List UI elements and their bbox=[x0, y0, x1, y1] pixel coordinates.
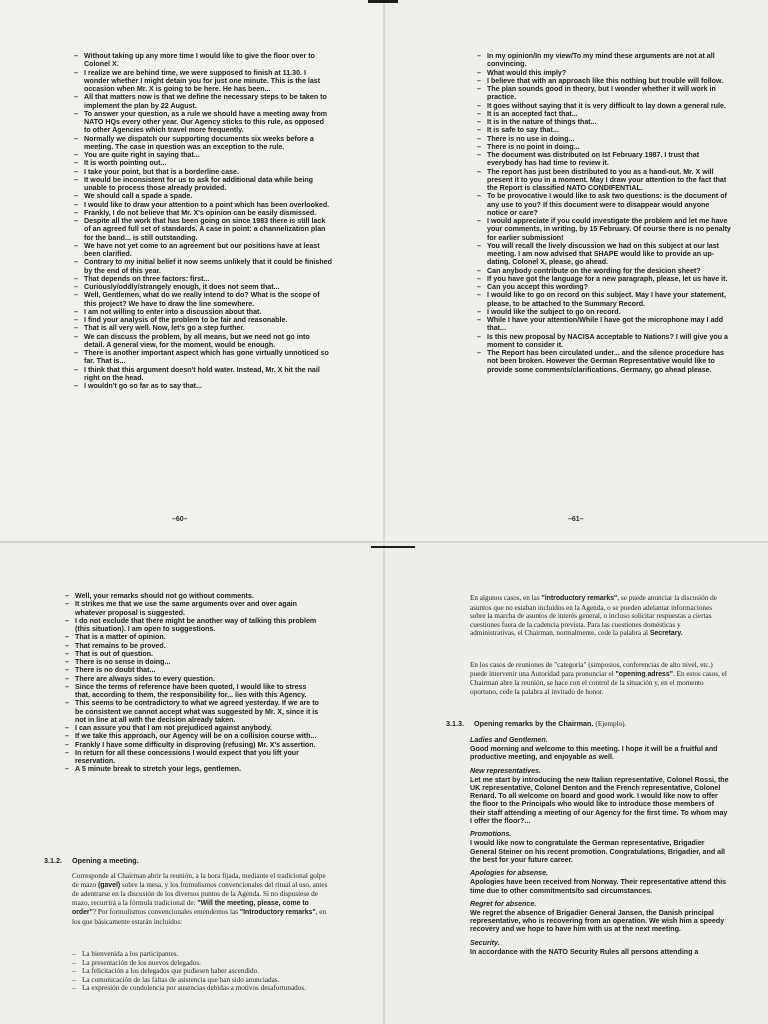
para-text: En los casos de reuniones de "categoría" (simposios, conferencias de alto nivel, etc.) puede intervenir una Autoridad para pronunciar el bbox=[470, 661, 713, 678]
section-title: Opening remarks by the Chairman. bbox=[473, 719, 594, 728]
list-item: – Is this new proposal by NACISA acceptable to Nations? I will give you a moment to consider it. bbox=[477, 333, 731, 350]
para-text: Corresponde al Chairman abrir la reunión, a la hora fijada, mediante el tradicional golpe de mazo bbox=[72, 872, 326, 889]
list-item: – To answer your question, as a rule we should have a meeting away from NATO HQs every other year. Our Agency sticks to this rule, as opposed to other Agencies which travel more frequently. bbox=[74, 110, 332, 135]
page-number-60: –60– bbox=[172, 516, 188, 523]
list-item: – I take your point, but that is a borderline case. bbox=[74, 168, 332, 176]
list-item: – All that matters now is that we define the necessary steps to be taken to implement the plan by 22 August. bbox=[74, 93, 332, 110]
list-item: – Contrary to my initial belief it now seems unlikely that it could be finished by the end of this year. bbox=[74, 258, 332, 275]
section-text: We regret the absence of Brigadier General Jansen, the Danish principal representative, who is recovering from an operation. We wish him a speedy recovery and we hope to have him with us at the next meeting. bbox=[470, 908, 725, 934]
list-item: – Curiously/oddly/strangely enough, it does not seem that... bbox=[74, 283, 332, 291]
scan-mark-middle bbox=[371, 546, 415, 548]
para-bold: "introductory remarks" bbox=[541, 595, 618, 602]
introductory-items-list bbox=[72, 950, 328, 993]
list-item: – There is no point in doing... bbox=[477, 143, 731, 151]
list-item: – That is all very well. Now, let's go a step further. bbox=[74, 324, 332, 332]
list-item: – Well, Gentlemen, what do we really intend to do? What is the scope of this project? We have to draw the line somewhere. bbox=[74, 291, 332, 308]
list-item: – I think that this argument doesn't hold water. Instead, Mr. X hit the nail right on the head. bbox=[74, 366, 332, 383]
list-item: – You will recall the lively discussion we had on this subject at our last meeting. I am now advised that SHAPE would like to provide an up-dating. Colonel X, please, go ahead. bbox=[477, 242, 731, 267]
section-suffix: (Ejemplo). bbox=[595, 720, 627, 728]
para-text: sobre la mesa, y los formulismos convencionales del ritual al uso, antes de adentrarse en la discusión de los diversos puntos de la Agenda. Si no dispusiese de mazo, recurrirá a la fórmula tradicional de: bbox=[72, 880, 328, 907]
list-item: – This seems to be contradictory to what we agreed yesterday. If we are to be consistent we cannot accept what was suggested by Mr. X, since it is not in line at all with the decision already taken. bbox=[65, 699, 321, 724]
para-text: ? Por formulismos convencionales entendemos las bbox=[92, 908, 240, 916]
list-item: – In return for all these concessions I would expect that you lift your reservation. bbox=[65, 749, 321, 766]
list-item: – La felicitación a los delegados que pudiesen haber ascendido. bbox=[72, 967, 328, 976]
section-subtitle: Apologies for absense. bbox=[470, 869, 549, 878]
para-bold: "Will the meeting, please, come to order" bbox=[72, 899, 309, 916]
phrase-list-page-61 bbox=[477, 52, 731, 374]
opening-adress-paragraph bbox=[470, 661, 728, 696]
list-item: – While I have your attention/While I have got the microphone may I add that... bbox=[477, 316, 731, 333]
para-text: En algunos casos, en las bbox=[470, 594, 542, 602]
list-item: – What would this imply? bbox=[477, 69, 731, 77]
list-item: – La expresión de condolencia por ausencias debidas a motivos desafortunados. bbox=[72, 984, 328, 993]
list-item: – I would like to go on record on this subject. May I have your statement, please, to be attached to the Summary Record. bbox=[477, 291, 731, 308]
para-bold: "Introductory remarks" bbox=[239, 909, 316, 916]
binding-fold bbox=[383, 0, 385, 1024]
list-item: – I realize we are behind time, we were supposed to finish at 11.30. I wonder whether I might detain you for just one minute. This is the last occasion when Mr. X is going to be here. He has been... bbox=[74, 69, 332, 94]
list-item: – The plan sounds good in theory, but I wonder whether it will work in practice. bbox=[477, 85, 731, 102]
section-subtitle: Regret for absence. bbox=[470, 899, 537, 908]
para-bold: "opening adress" bbox=[615, 670, 673, 678]
section-heading-3-1-2 bbox=[44, 856, 139, 865]
list-item: – I would like to draw your attention to a point which has been overlooked. bbox=[74, 201, 332, 209]
list-item: – Since the terms of reference have been quoted, I would like to stress that, according to them, the responsibility for... lies with this Agency. bbox=[65, 683, 321, 700]
list-item: – It goes without saying that it is very difficult to lay down a general rule. bbox=[477, 102, 731, 110]
list-item: – Without taking up any more time I would like to give the floor over to Colonel X. bbox=[74, 52, 332, 69]
list-item: – Can you accept this wording? bbox=[477, 283, 731, 291]
list-item: – There are always sides to every question. bbox=[65, 675, 321, 683]
page-divider bbox=[0, 541, 768, 543]
page-number-61: –61– bbox=[568, 516, 584, 523]
para-text: , se puede anunciar la discusión de asuntos que no estaban incluidos en la Agenda, o se pueden adelantar informaciones sobre la marcha de asuntos de interés general, o incluso solicitar respuestas a ciertas cuestiones fuera de la cadencia prevista. Para las cuestiones domésticas y administrativas, el Chairman, normalmente, cede la palabra al bbox=[470, 594, 717, 637]
section-subtitle: Ladies and Gentlemen. bbox=[470, 736, 548, 744]
list-item: – To be provocative I would like to ask two questions: is the document of any use to you? If this document were to disappear would anyone notice or care? bbox=[477, 192, 731, 217]
list-item: – There is no use in doing... bbox=[477, 135, 731, 143]
para-text: , en los que básicamente estarán incluidos: bbox=[72, 908, 327, 926]
list-item: – That is out of question. bbox=[65, 650, 321, 658]
para-text: . En estos casos, el Chairman abre la reunión, se hace con el control de la situación y, en el momento oportuno, cede la palabra al invitado de honor. bbox=[470, 669, 727, 696]
list-item: – I can assure you that I am not prejudiced against anybody. bbox=[65, 724, 321, 732]
chairman-remarks-sections bbox=[470, 736, 730, 961]
list-item: – It is safe to say that... bbox=[477, 126, 731, 134]
list-item: – La comunicación de las faltas de asistencia que han sido anunciadas. bbox=[72, 976, 328, 985]
section-text: Let me start by introducing the new Italian representative, Colonel Rossi, the UK representative, Colonel Denton and the French representative, Colonel Renard. To all welcome on board and good work. I would like now to offer the floor to the Principals who would like to introduce those members of their staff attending a meeting of our Agency for the first time. To whom may I offer the floor?... bbox=[470, 775, 729, 826]
list-item: – A 5 minute break to stretch your legs, gentlemen. bbox=[65, 765, 321, 773]
opening-meeting-paragraph bbox=[72, 872, 328, 926]
section-heading-3-1-3 bbox=[446, 719, 626, 728]
list-item: – I do not exclude that there might be another way of talking this problem (this situation). I am open to suggestions. bbox=[65, 617, 321, 634]
list-item: – That remains to be proved. bbox=[65, 642, 321, 650]
list-item: – Frankly, I do not believe that Mr. X's opinion can be easily dismissed. bbox=[74, 209, 332, 217]
introductory-remarks-paragraph bbox=[470, 594, 728, 639]
list-item: – La bienvenida a los participantes. bbox=[72, 950, 328, 959]
scan-mark-top bbox=[368, 0, 398, 3]
list-item: – That depends on three factors: first... bbox=[74, 275, 332, 283]
list-item: – It is worth pointing out... bbox=[74, 159, 332, 167]
list-item: – It is in the nature of things that... bbox=[477, 118, 731, 126]
list-item: – Frankly I have some difficulty in disproving (refusing) Mr. X's assertion. bbox=[65, 741, 321, 749]
list-item: – You are quite right in saying that... bbox=[74, 151, 332, 159]
section-subtitle: Promotions. bbox=[470, 830, 512, 839]
list-item: – Normally we dispatch our supporting documents six weeks before a meeting. The case in question was an exception to the rule. bbox=[74, 135, 332, 152]
section-subtitle: Security. bbox=[470, 938, 500, 947]
section-subtitle: New representatives. bbox=[470, 766, 541, 775]
list-item: – The report has just been distributed to you as a hand-out. Mr. X will present it to you in a moment. May I draw your attention to the fact that the Report is classified NATO CONDIFENTIAL. bbox=[477, 168, 731, 193]
list-item: – Can anybody contribute on the wording for the desicion sheet? bbox=[477, 267, 731, 275]
list-item: – I am not willing to enter into a discussion about that. bbox=[74, 308, 332, 316]
list-item: – Well, your remarks should not go without comments. bbox=[65, 592, 321, 600]
list-item: – It would be inconsistent for us to ask for additional data while being unable to process those already provided. bbox=[74, 176, 332, 193]
section-text: Apologies have been received from Norway. Their representative attend this time due to other commitments/to sad circumstances. bbox=[470, 878, 727, 895]
list-item: – We have not yet come to an agreement but our positions have at least been clarified. bbox=[74, 242, 332, 259]
para-bold: Secretary. bbox=[649, 630, 683, 637]
list-item: – There is another important aspect which has gone virtually unnoticed so far. That is... bbox=[74, 349, 332, 366]
list-item: – In my opinion/In my view/To my mind these arguments are not at all convincing. bbox=[477, 52, 731, 69]
list-item: – It strikes me that we use the same arguments over and over again whatever proposal is suggested. bbox=[65, 600, 321, 617]
section-text: I would like now to congratulate the German representative, Brigadier General Steiner on his recent promotion. Congratulations, Brigadier, and all the best for your future career. bbox=[470, 839, 726, 864]
phrase-list-page-60 bbox=[74, 52, 332, 390]
section-text: Good morning and welcome to this meeting. I hope it will be a fruitful and productive meeting, and enjoyable as well. bbox=[470, 745, 718, 762]
section-text: In accordance with the NATO Security Rules all persons attending a bbox=[470, 947, 699, 956]
list-item: – Despite all the work that has been going on since 1983 there is still lack of an agreed full set of standards. A case in point: a channelization plan for the band... is still outstanding. bbox=[74, 217, 332, 242]
list-item: – That is a matter of opinion. bbox=[65, 633, 321, 641]
list-item: – I find your analysis of the problem to be fair and reasonable. bbox=[74, 316, 332, 324]
section-number: 3.1.3. bbox=[446, 719, 464, 728]
list-item: – I wouldn't go so far as to say that... bbox=[74, 382, 332, 390]
phrase-list-bottom-left bbox=[65, 592, 321, 774]
list-item: – It is an accepted fact that... bbox=[477, 110, 731, 118]
para-bold: (gavel) bbox=[97, 881, 121, 889]
list-item: – The Report has been circulated under... and the silence procedure has not been broken. However the German Representative would like to provide some comments/clarifications. Germany, go ahead please. bbox=[477, 349, 731, 374]
list-item: – We should call a spade a spade. bbox=[74, 192, 332, 200]
list-item: – There is no doubt that... bbox=[65, 666, 321, 674]
list-item: – We can discuss the problem, by all means, but we need not go into detail. A general view, for the moment, would be enough. bbox=[74, 333, 332, 350]
list-item: – La presentación de los nuevos delegados. bbox=[72, 959, 328, 968]
list-item: – I would appreciate if you could investigate the problem and let me have your comments, in writing, by 15 February. Of course there is no penalty for earlier submission! bbox=[477, 217, 731, 242]
section-title: Opening a meeting. bbox=[71, 856, 139, 865]
section-number: 3.1.2. bbox=[44, 856, 62, 865]
list-item: – If you have got the language for a new paragraph, please, let us have it. bbox=[477, 275, 731, 283]
list-item: – The document was distributed on Ist February 1987. I trust that everybody has had time to review it. bbox=[477, 151, 731, 168]
list-item: – If we take this approach, our Agency will be on a collision course with... bbox=[65, 732, 321, 740]
list-item: – There is no sense in doing... bbox=[65, 658, 321, 666]
list-item: – I believe that with an approach like this nothing but trouble will follow. bbox=[477, 77, 731, 85]
list-item: – I would like the subject to go on record. bbox=[477, 308, 731, 316]
